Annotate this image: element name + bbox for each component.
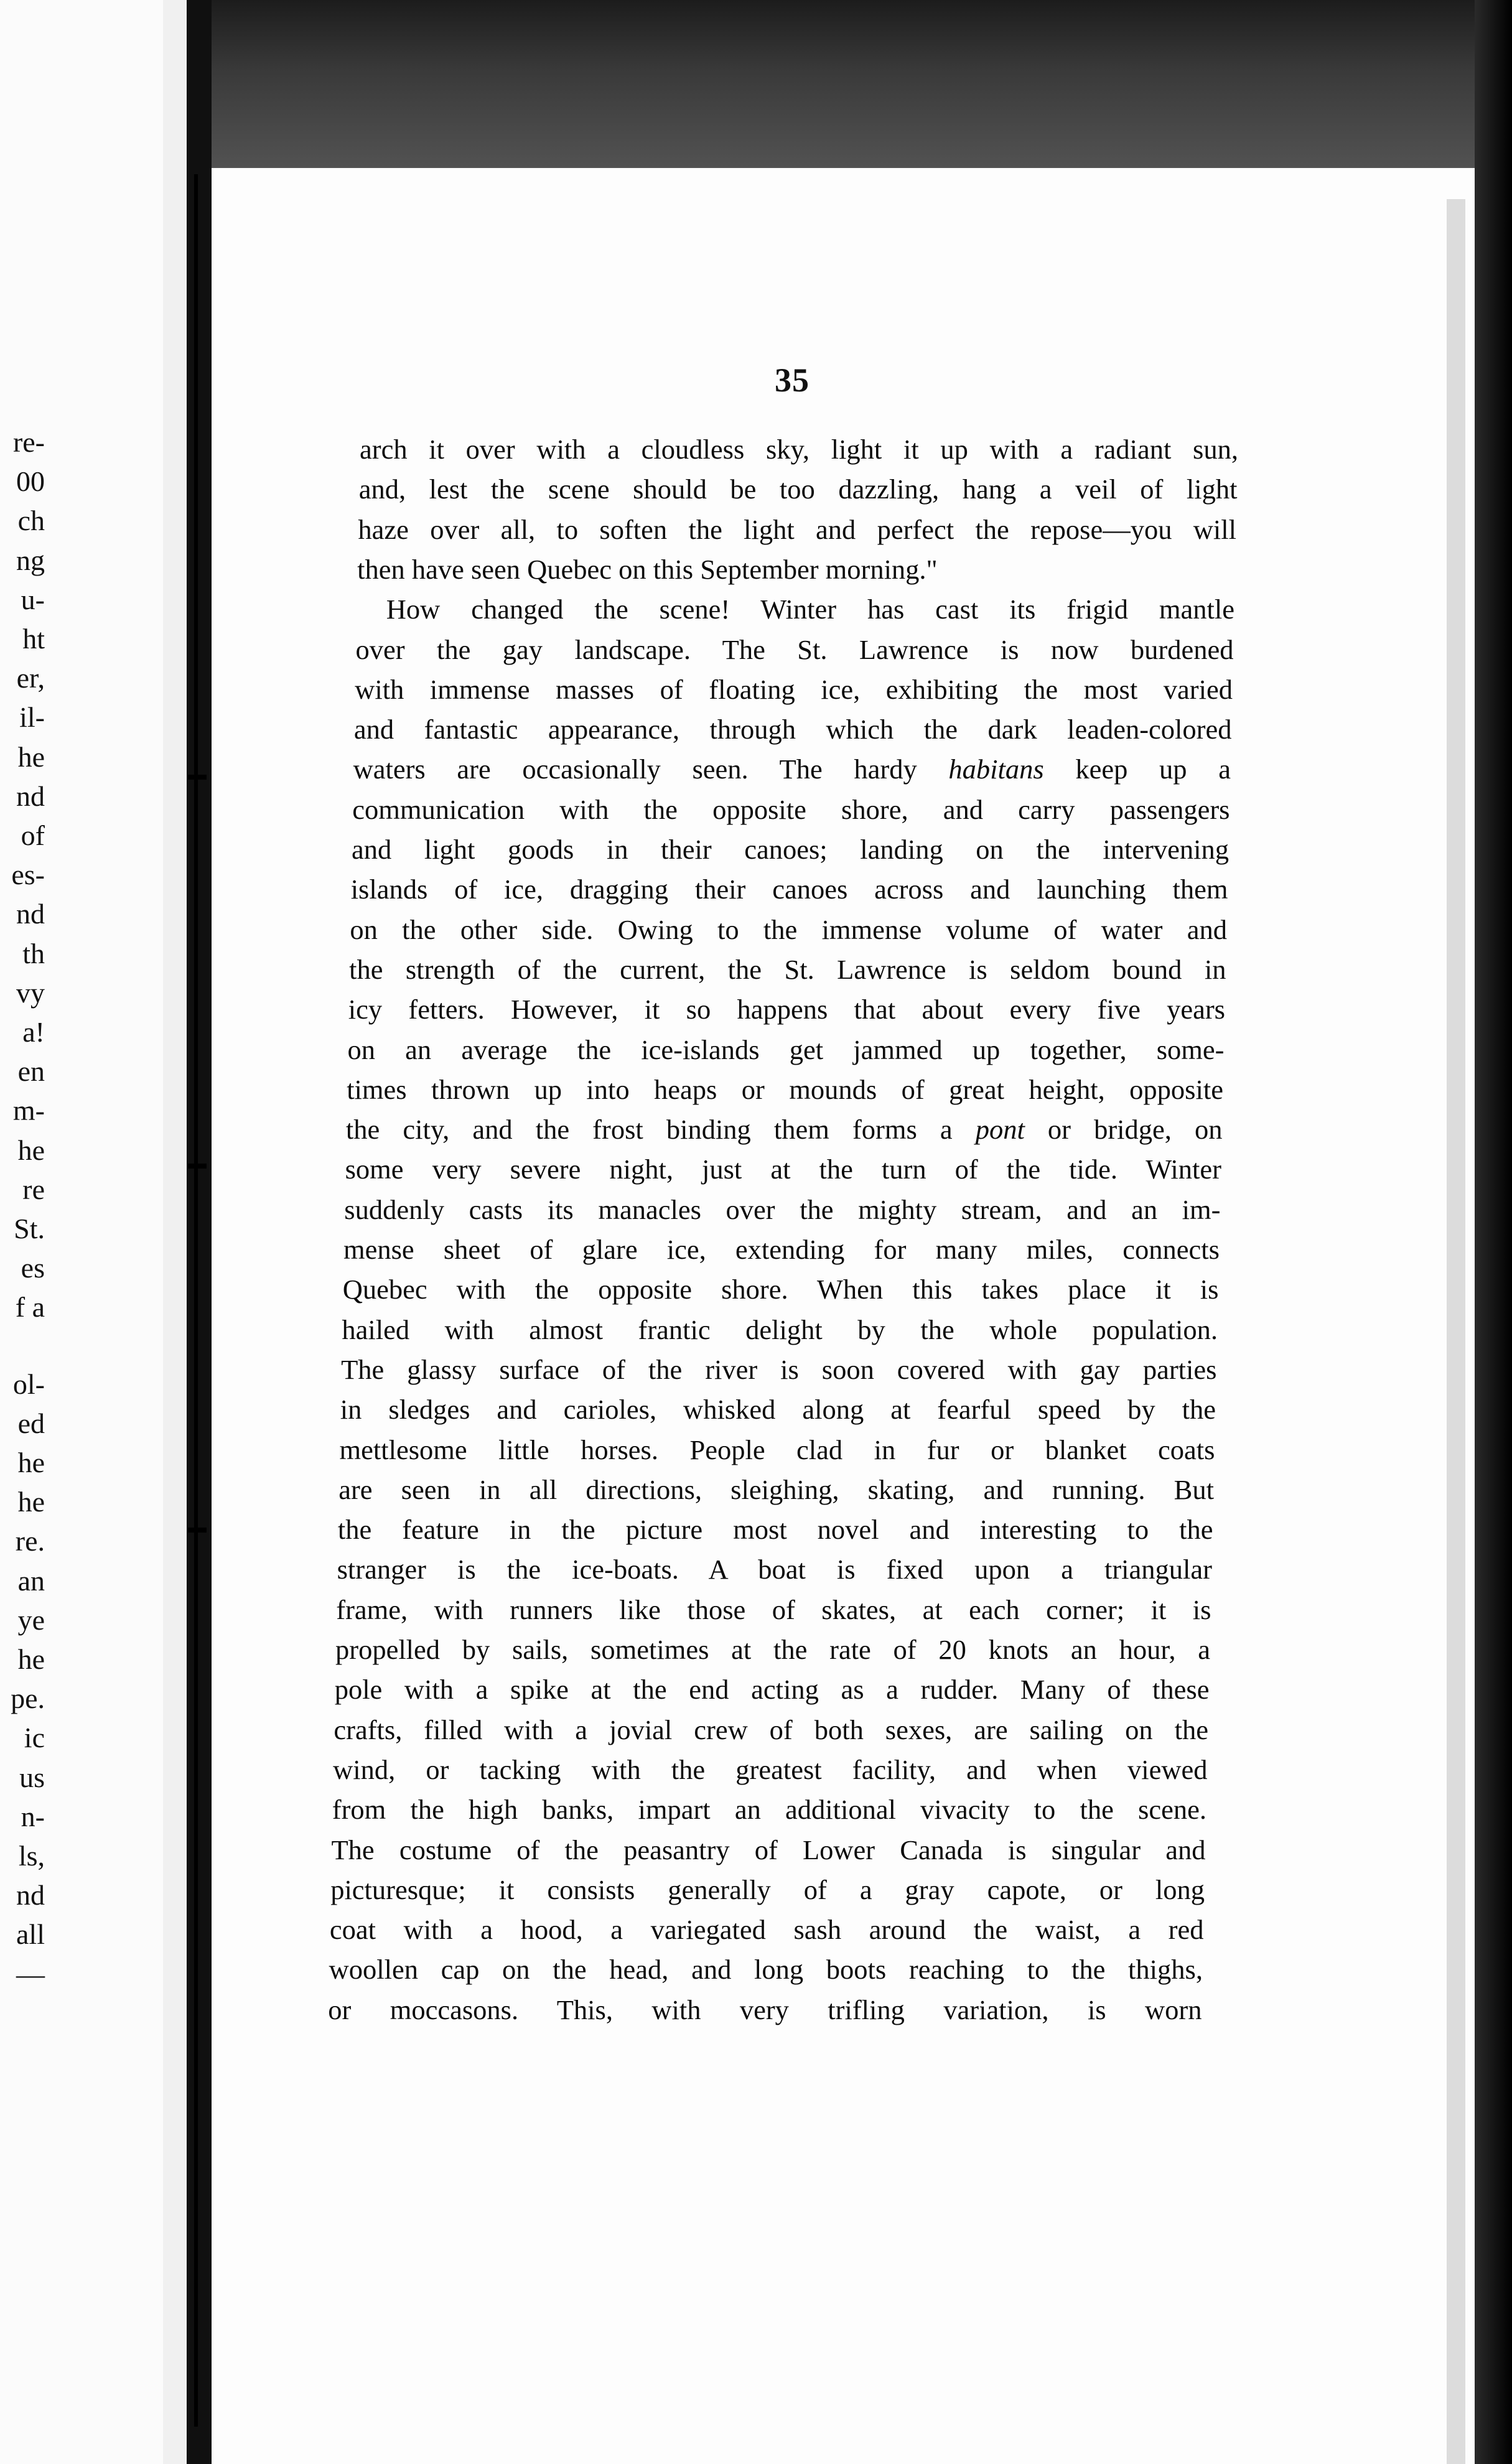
- body-text-line: and fantastic appearance, through which the dark leaden-colored: [353, 714, 1232, 745]
- left-page-fragment: er,: [16, 662, 45, 694]
- left-page-fragment: re-: [12, 426, 45, 458]
- left-page-fragment: he: [17, 1447, 45, 1478]
- left-page-fragment: u-: [21, 583, 45, 615]
- left-page-fragment: re.: [15, 1525, 45, 1557]
- body-text-line: How changed the scene! Winter has cast its frigid mantle: [386, 594, 1234, 625]
- left-page-fragment: ed: [17, 1407, 45, 1439]
- body-text-line: The glassy surface of the river is soon covered with gay parties: [341, 1353, 1217, 1385]
- left-page-fragment: es: [21, 1252, 45, 1284]
- stitch-mark: [188, 1164, 207, 1169]
- body-text-line: islands of ice, dragging their canoes across and launching them: [350, 874, 1228, 905]
- body-text-line: and, lest the scene should be too dazzling, hang a veil of light: [358, 474, 1238, 505]
- left-page-fragment: he: [17, 740, 45, 773]
- left-page-fragment: of: [21, 819, 45, 851]
- body-text-line: in sledges and carioles, whisked along at fearful speed by the: [340, 1394, 1216, 1426]
- body-text-line: Quebec with the opposite shore. When this takes place it is: [342, 1274, 1219, 1305]
- binding-thread: [194, 174, 198, 2427]
- left-page-fragment: il-: [19, 701, 45, 734]
- left-page-fragment: ls,: [18, 1840, 45, 1872]
- left-page-fragment: en: [17, 1055, 45, 1088]
- scan-shadow-right: [1475, 0, 1512, 2464]
- body-text-line: haze over all, to soften the light and perfect the repose—you will: [358, 513, 1236, 545]
- left-page-fragment: an: [17, 1564, 45, 1597]
- left-page-fragment: —: [16, 1958, 45, 1990]
- body-text-line: on an average the ice-islands get jammed up together, some-: [347, 1034, 1225, 1065]
- body-text-line: the strength of the current, the St. Lawrence is seldom bound in: [349, 953, 1226, 985]
- left-page-fragment: ic: [24, 1722, 45, 1754]
- body-text-line: hailed with almost frantic delight by the whole population.: [342, 1314, 1218, 1345]
- body-text-line: are seen in all directions, sleighing, skating, and running. But: [338, 1473, 1214, 1505]
- left-page-fragment: he: [17, 1643, 45, 1675]
- left-page-fragment: all: [16, 1918, 45, 1951]
- body-text-line: picturesque; it consists generally of a gray capote, or long: [330, 1874, 1205, 1905]
- body-text-line: and light goods in their canoes; landing on the intervening: [352, 834, 1229, 865]
- body-text-line: suddenly casts its manacles over the mighty stream, and an im-: [344, 1193, 1221, 1225]
- scan-shadow-top: [212, 0, 1512, 180]
- left-page-fragment: a!: [22, 1016, 45, 1048]
- body-text-line: times thrown up into heaps or mounds of great height, opposite: [347, 1073, 1223, 1105]
- left-page-fragment: f a: [15, 1291, 45, 1323]
- body-text-line: crafts, filled with a jovial crew of both sexes, are sailing on the: [334, 1714, 1208, 1745]
- body-text-line: propelled by sails, sometimes at the rate of 20 knots an hour, a: [335, 1634, 1210, 1665]
- left-page-fragment: th: [22, 937, 45, 969]
- left-page-fragment: ng: [16, 544, 45, 576]
- left-page-fragment: m-: [12, 1094, 45, 1127]
- body-text-line: the city, and the frost binding them forms a pont or bridge, on: [345, 1114, 1223, 1146]
- body-text-line: frame, with runners like those of skates, at each corner; it is: [336, 1594, 1211, 1625]
- left-page-fragment: nd: [16, 780, 45, 812]
- body-text-line: with immense masses of floating ice, exhibiting the most varied: [355, 673, 1233, 705]
- page-number: 35: [775, 362, 810, 399]
- left-page-fragment: es-: [11, 859, 45, 891]
- left-page-fragment: ch: [17, 505, 45, 537]
- left-page-fragment: ре.: [11, 1682, 45, 1715]
- left-page-fragment: vy: [16, 976, 45, 1009]
- page-edge-fold: [1447, 199, 1465, 2464]
- body-text-line: The costume of the peasantry of Lower Canada is singular and: [331, 1834, 1206, 1865]
- body-text-line: woollen cap on the head, and long boots reaching to the thighs,: [329, 1954, 1203, 1986]
- left-facing-page: [0, 0, 163, 2464]
- left-page-fragment: he: [17, 1134, 45, 1166]
- stitch-mark: [188, 775, 207, 780]
- italic-term: habitans: [948, 754, 1044, 785]
- italic-term: pont: [975, 1114, 1025, 1146]
- body-text-line: coat with a hood, a variegated sash around the waist, a red: [329, 1914, 1204, 1946]
- binding-gutter: [187, 0, 212, 2464]
- stitch-mark: [188, 1528, 207, 1533]
- body-text-line: on the other side. Owing to the immense volume of water and: [350, 913, 1227, 945]
- body-text-line: stranger is the ice-boats. A boat is fixed upon a triangular: [337, 1554, 1212, 1585]
- body-text-line: arch it over with a cloudless sky, light it up with a radiant sun,: [360, 434, 1238, 465]
- body-text-line: some very severe night, just at the turn of the tide. Winter: [345, 1154, 1221, 1185]
- left-page-fragment: St.: [14, 1213, 45, 1244]
- body-text-line: from the high banks, impart an additional vivacity to the scene.: [332, 1794, 1206, 1826]
- body-text-line: icy fetters. However, it so happens that about every five years: [348, 994, 1225, 1025]
- left-page-fragment: he: [17, 1486, 45, 1518]
- left-page-fragment: nd: [16, 898, 45, 930]
- left-page-fragment: n-: [21, 1800, 45, 1832]
- body-text-line: mettlesome little horses. People clad in fur or blanket coats: [339, 1434, 1215, 1465]
- left-page-fragment: ht: [22, 623, 45, 655]
- body-text-line: pole with a spike at the end acting as a rudder. Many of these: [334, 1674, 1210, 1706]
- body-text-line: or moccasons. This, with very trifling variation, is worn: [328, 1994, 1202, 2025]
- left-page-fragment: nd: [16, 1879, 45, 1911]
- left-page-fragment: ye: [17, 1603, 45, 1636]
- body-text-line: waters are occasionally seen. The hardy habitans keep up a: [353, 754, 1231, 785]
- body-text-line: then have seen Quebec on this September morning.": [357, 553, 938, 585]
- left-page-fragment: us: [19, 1761, 45, 1793]
- body-text-line: communication with the opposite shore, and carry passengers: [352, 793, 1230, 825]
- body-text-line: mense sheet of glare ice, extending for many miles, connects: [343, 1234, 1220, 1265]
- body-text-line: wind, or tacking with the greatest facility, and when viewed: [333, 1753, 1208, 1785]
- left-page-fragment: re: [22, 1173, 45, 1205]
- body-text-line: the feature in the picture most novel and interesting to the: [337, 1514, 1213, 1546]
- left-page-fragment: 00: [16, 465, 45, 498]
- left-page-fragment: ol-: [12, 1368, 45, 1400]
- body-text-line: over the gay landscape. The St. Lawrence is now burdened: [355, 633, 1234, 665]
